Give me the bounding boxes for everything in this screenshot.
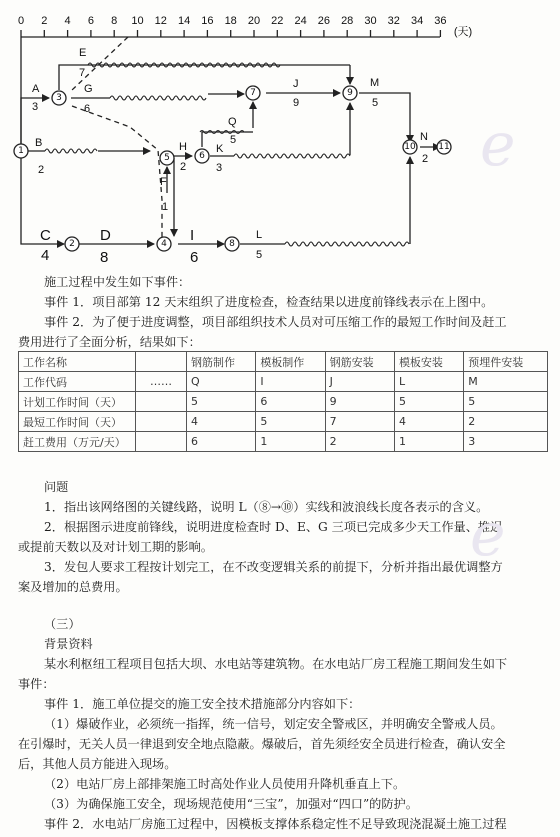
node-1 <box>14 144 28 158</box>
tick-label: 12 <box>154 15 167 27</box>
dur-C: 4 <box>41 247 50 264</box>
table-cell: 模板安装 <box>394 352 463 372</box>
table-row <box>19 392 548 412</box>
table-cell: 1 <box>256 432 325 452</box>
nodes <box>14 86 451 251</box>
question-3-line2: 案及增加的总费用。 <box>18 580 128 594</box>
label-G: G <box>84 83 93 95</box>
background-line1: 某水利枢纽工程项目包括大坝、水电站等建筑物。在水电站厂房工程施工期间发生如下 <box>44 657 508 671</box>
event-2-line1: 事件 2．为了便于进度调整，项目部组织技术人员对可压缩工作的最短工作时间及赶工 <box>44 315 507 329</box>
label-I: I <box>190 227 195 244</box>
table-cell: 钢筋制作 <box>187 352 256 372</box>
events-intro: 施工过程中发生如下事件： <box>44 275 191 289</box>
dur-J: 9 <box>293 97 300 109</box>
table-cell: 6 <box>187 432 256 452</box>
dur-B: 2 <box>38 164 45 176</box>
label-C: C <box>40 227 51 244</box>
tick-label: 18 <box>224 15 237 27</box>
time-unit: (天) <box>453 26 473 38</box>
node-2 <box>65 237 79 251</box>
question-2-line1: 2．根据图示进度前锋线，说明进度检查时 D、E、G 三项已完成多少天工作量、推迟 <box>44 520 503 534</box>
measure-2: （2）电站厂房上部排架施工时高处作业人员使用升降机垂直上下。 <box>44 777 406 791</box>
table-cell: 最短工作时间（天） <box>19 412 136 432</box>
network-diagram <box>0 0 560 270</box>
arrow-M <box>359 93 410 142</box>
questions-title: 问题 <box>44 480 69 494</box>
tick-label: 0 <box>17 15 25 27</box>
background-line2: 事件： <box>18 677 55 691</box>
tick-label: 14 <box>177 15 191 27</box>
table-cell: 工作名称 <box>19 352 136 372</box>
dur-K: 3 <box>216 162 223 174</box>
table-cell: 5 <box>394 392 463 412</box>
table-cell: 2 <box>325 432 394 452</box>
node-11 <box>437 140 451 154</box>
tick-label: 24 <box>294 15 307 27</box>
label-F: F <box>160 176 167 188</box>
wavy-B <box>45 149 97 153</box>
node-9 <box>343 86 357 100</box>
svg-text:11: 11 <box>438 142 450 152</box>
table-row <box>19 352 548 372</box>
tick-label: 20 <box>247 15 261 27</box>
tick-label: 36 <box>434 15 447 27</box>
label-B: B <box>35 137 43 149</box>
progress-front-line <box>72 37 162 240</box>
tick-label: 34 <box>410 15 424 27</box>
dur-Q: 5 <box>230 134 237 146</box>
label-L: L <box>256 229 263 241</box>
table-cell: 4 <box>187 412 256 432</box>
table-cell: 2 <box>464 412 548 432</box>
question-1: 1．指出该网络图的关键线路，说明 L（⑧→⑩）实线和波浪线长度各表示的含义。 <box>44 500 489 514</box>
node-3 <box>52 91 66 105</box>
table-cell <box>136 412 187 432</box>
tick-label: 22 <box>271 15 284 27</box>
label-N: N <box>420 131 428 143</box>
label-D: D <box>100 227 111 244</box>
label-M: M <box>370 77 380 89</box>
event-1: 事件 1．项目部第 12 天末组织了进度检查，检查结果以进度前锋线表示在上图中。 <box>44 295 494 309</box>
question-3-line1: 3．发包人要求工程按计划完工，在不改变逻辑关系的前提下，分析并指出最优调整方 <box>44 560 503 574</box>
cost-table <box>18 351 548 452</box>
table-cell: …… <box>136 372 187 392</box>
table-cell: 5 <box>464 392 548 412</box>
node-8 <box>225 237 239 251</box>
node-7 <box>246 86 260 100</box>
wavy-L <box>285 242 409 246</box>
table-cell: M <box>464 372 548 392</box>
svg-text:7: 7 <box>250 88 256 98</box>
dur-A: 3 <box>32 101 39 113</box>
measure-1-line2: 在引爆时，无关人员一律退到安全地点隐蔽。爆破后，首先须经安全员进行检查，确认安全 <box>18 737 506 751</box>
node-5 <box>160 151 174 165</box>
table-cell <box>136 392 187 412</box>
dur-H: 2 <box>180 161 187 173</box>
table-cell: 模板制作 <box>256 352 325 372</box>
tick-label: 10 <box>131 15 144 27</box>
background-title: 背景资料 <box>44 637 93 651</box>
measure-1-line1: （1）爆破作业，必须统一指挥，统一信号，划定安全警戒区，并明确安全警戒人员。 <box>44 717 503 731</box>
svg-text:3: 3 <box>56 93 62 103</box>
table-cell: 5 <box>256 412 325 432</box>
dur-D: 8 <box>100 249 109 266</box>
tick-label: 2 <box>41 15 48 27</box>
label-A: A <box>32 83 40 95</box>
table-cell: Q <box>187 372 256 392</box>
table-cell: 9 <box>325 392 394 412</box>
table-cell: 计划工作时间（天） <box>19 392 136 412</box>
dur-M: 5 <box>372 97 379 109</box>
table-cell: 工作代码 <box>19 372 136 392</box>
node-6 <box>195 149 209 163</box>
dur-I: 6 <box>190 249 199 266</box>
table-row <box>19 432 548 452</box>
table-row <box>19 412 548 432</box>
wavy-G <box>110 96 206 100</box>
svg-text:10: 10 <box>404 142 416 152</box>
table-cell: 赶工费用（万元/天） <box>19 432 136 452</box>
label-J: J <box>293 78 299 90</box>
dur-E: 7 <box>79 67 86 79</box>
event-2-line2: 费用进行了全面分析，结果如下： <box>18 335 201 349</box>
question-2-line2: 或提前天数以及对计划工期的影响。 <box>18 540 213 554</box>
label-Q: Q <box>228 116 237 128</box>
svg-text:9: 9 <box>347 88 353 98</box>
svg-text:5: 5 <box>164 153 170 163</box>
tick-label: 30 <box>364 15 377 27</box>
table-row <box>19 372 548 392</box>
dur-G: 6 <box>84 103 91 115</box>
tick-label: 28 <box>341 15 354 27</box>
svg-text:8: 8 <box>229 239 235 249</box>
dur-L: 5 <box>256 249 263 261</box>
table-cell: 5 <box>187 392 256 412</box>
table-cell: 预埋件安装 <box>464 352 548 372</box>
tick-label: 4 <box>64 15 71 27</box>
tick-label: 8 <box>111 15 118 27</box>
watermark-glyph: e <box>470 500 506 570</box>
table-cell: 7 <box>325 412 394 432</box>
label-E: E <box>79 47 87 59</box>
table-cell: L <box>394 372 463 392</box>
table-cell <box>136 352 187 372</box>
node-10 <box>403 140 417 154</box>
label-H: H <box>179 141 187 153</box>
measure-3: （3）为确保施工安全，现场规范使用“三宝”，加强对“四口”的防护。 <box>44 797 418 811</box>
table-cell: 6 <box>256 392 325 412</box>
tick-label: 32 <box>387 15 400 27</box>
table-cell: 1 <box>394 432 463 452</box>
svg-text:2: 2 <box>69 239 75 249</box>
table-cell: 3 <box>464 432 548 452</box>
tick-label: 6 <box>87 15 94 27</box>
label-K: K <box>216 143 224 155</box>
tick-label: 16 <box>201 15 214 27</box>
wavy-K <box>234 154 350 158</box>
svg-text:1: 1 <box>18 146 24 156</box>
svg-text:6: 6 <box>199 151 205 161</box>
table-cell: J <box>325 372 394 392</box>
table-cell: 钢筋安装 <box>325 352 394 372</box>
node-4 <box>157 237 171 251</box>
arrow-Q-solid <box>202 132 245 147</box>
watermark-glyph: e <box>480 110 516 180</box>
time-scale <box>18 15 472 38</box>
dur-N: 2 <box>422 153 429 165</box>
dur-F: 1 <box>162 201 169 213</box>
event3-2: 事件 2．水电站厂房施工过程中，因模板支撑体系稳定性不足导致现浇混凝土施工过程 <box>44 817 507 831</box>
event3-1: 事件 1．施工单位提交的施工安全技术措施部分内容如下： <box>44 697 361 711</box>
table-cell <box>136 432 187 452</box>
section-3-title: （三） <box>44 617 81 631</box>
table-cell: I <box>256 372 325 392</box>
table-cell: 4 <box>394 412 463 432</box>
tick-label: 26 <box>317 15 331 27</box>
svg-text:4: 4 <box>161 239 167 249</box>
measure-1-line3: 后，其他人员方能进入现场。 <box>18 757 177 771</box>
